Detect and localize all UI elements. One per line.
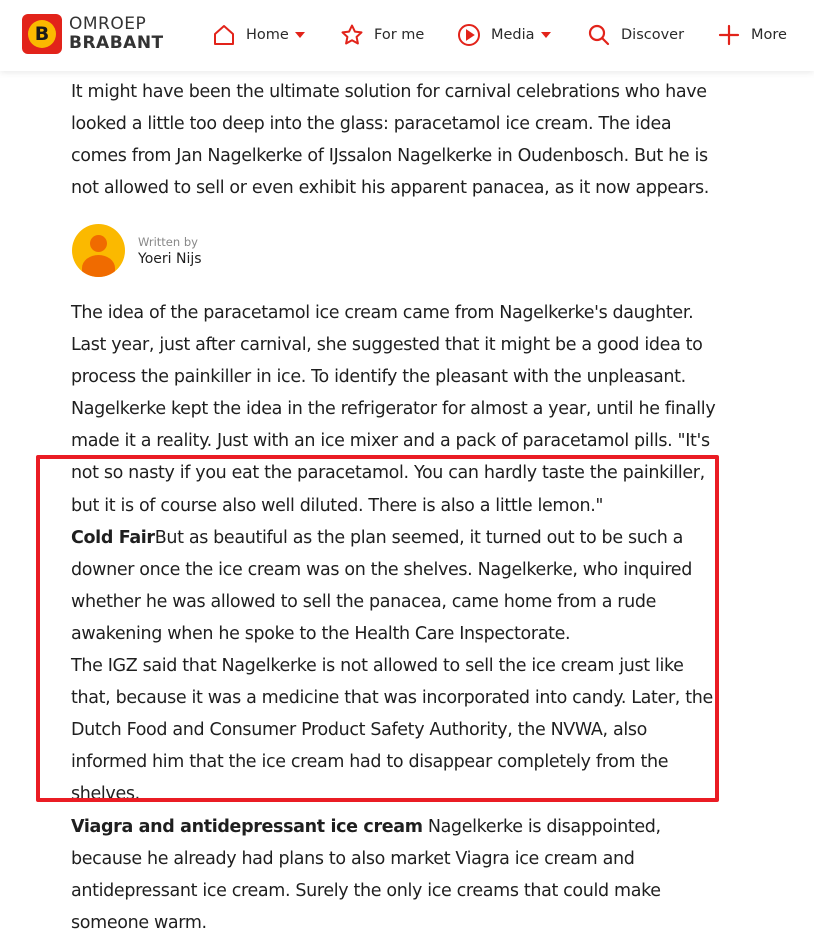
subheading-viagra: Viagra and antidepressant ice cream (71, 816, 423, 837)
chevron-down-icon (541, 32, 551, 38)
nav-discover-label: Discover (621, 27, 685, 43)
nav-discover[interactable] (587, 22, 684, 48)
nav-home[interactable] (212, 22, 305, 48)
nav-home-label: Home (246, 27, 289, 43)
article-body (71, 297, 726, 939)
article-paragraph-3: The IGZ said that Nagelkerke is not allowed to sell the ice cream just like that, because it was a medicine that was incorporated into candy. Later, the Dutch Food and Consumer Product Safety Authority, the NVWA, also informed him that the ice cream had to disappear completely from the shelves. (71, 656, 713, 805)
nav-for-me-label: For me (374, 27, 425, 43)
author-name: Yoeri Nijs (138, 250, 202, 267)
brand-name-line2: BRABANT (69, 33, 164, 53)
brand-badge-icon: B (22, 14, 62, 54)
omroep-brabant-logo[interactable] (22, 14, 164, 54)
nav-media[interactable] (457, 22, 551, 48)
author-block[interactable] (72, 224, 202, 277)
nav-for-me[interactable] (340, 22, 424, 48)
nav-more[interactable] (717, 22, 787, 48)
article-paragraph-1: The idea of the paracetamol ice cream came from Nagelkerke's daughter. Last year, just after carnival, she suggested that it might be a good idea to process the painkiller in ice. To identify the pleasant with the unpleasant. Nagelkerke kept the idea in the refrigerator for almost a year, until he finally made it a reality. Just with an ice mixer and a pack of paracetamol pills. "It's not so nasty if you eat the paracetamol. You can hardly taste the painkiller, but it is of course also well diluted. There is also a little lemon." (71, 303, 716, 516)
subheading-cold-fair: Cold Fair (71, 527, 155, 548)
brand-name-line1: OMROEP (69, 14, 147, 34)
author-label: Written by (138, 234, 198, 249)
nav-more-label: More (751, 27, 787, 43)
plus-icon (717, 23, 741, 47)
chevron-down-icon (295, 32, 305, 38)
article-paragraph-4: Nagelkerke is disappointed, because he already had plans to also market Viagra ice cream and antidepressant ice cream. Surely the only ice creams that could make someone warm. (71, 816, 661, 933)
top-navigation-bar (0, 0, 814, 71)
home-icon (212, 23, 236, 47)
search-icon (587, 23, 611, 47)
nav-media-label: Media (491, 27, 535, 43)
article-intro: It might have been the ultimate solution for carnival celebrations who have looked a little too deep into the glass: paracetamol ice cream. The idea comes from Jan Nagelkerke of IJssalon Nagelkerke in Oudenbosch. But he is not allowed to sell or even exhibit his apparent panacea, as it now appears. (71, 82, 709, 199)
play-icon (457, 23, 481, 47)
star-icon (340, 23, 364, 47)
article-paragraph-2: But as beautiful as the plan seemed, it turned out to be such a downer once the ice cream was on the shelves. Nagelkerke, who inquired whether he was allowed to sell the panacea, came home from a rude awakening when he spoke to the Health Care Inspectorate. (71, 527, 692, 644)
author-avatar-icon (72, 224, 125, 277)
